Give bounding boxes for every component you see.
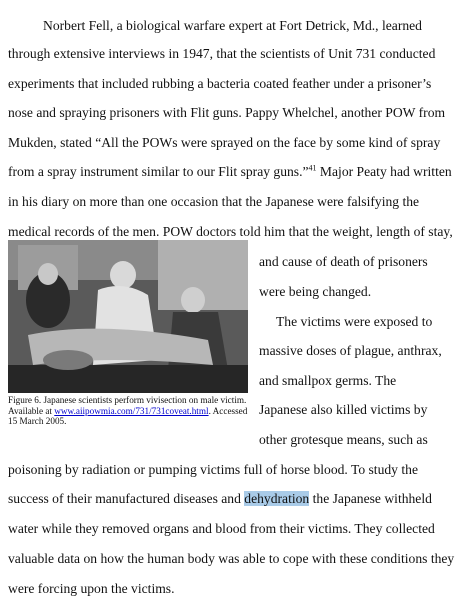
paragraph-line: experiments that included rubbing a bacteria coated feather under a prisoner’s bbox=[8, 76, 432, 91]
paragraph-line: in his diary on more than one occasion that the Japanese were falsifying the bbox=[8, 194, 420, 209]
caption-link[interactable]: www.aiipowmia.com/731/731coveat.html bbox=[54, 405, 209, 416]
line-text: the Japanese withheld bbox=[309, 491, 432, 506]
figure-caption bbox=[8, 395, 248, 427]
paragraph-line: medical records of the men. POW doctors told him that the weight, length of stay, bbox=[8, 224, 453, 239]
footnote-ref[interactable]: 41 bbox=[308, 163, 317, 173]
paragraph-line bbox=[8, 491, 432, 507]
paragraph-line: water while they removed organs and blood from their victims. They collected bbox=[8, 521, 435, 536]
selected-text-highlight[interactable]: dehydration bbox=[244, 491, 310, 506]
paragraph-line: Norbert Fell, a biological warfare expert at Fort Detrick, Md., learned bbox=[43, 18, 422, 33]
paragraph-line: valuable data on how the human body was able to cope with these conditions they bbox=[8, 551, 455, 566]
caption-tail: . Accessed 15 March 2005. bbox=[8, 405, 248, 427]
paragraph-line: were being changed. bbox=[259, 284, 372, 299]
paragraph-line: Mukden, stated “All the POWs were sprayed on the face by some kind of spray bbox=[8, 135, 441, 150]
line-text: success of their manufactured diseases and bbox=[8, 491, 245, 506]
paragraph-line: nose and spraying prisoners with Flit guns. Pappy Whelchel, another POW from bbox=[8, 105, 446, 120]
paragraph-line: The victims were exposed to bbox=[276, 314, 433, 329]
paragraph-line: through extensive interviews in 1947, that the scientists of Unit 731 conducted bbox=[8, 46, 436, 61]
paragraph-line: massive doses of plague, anthrax, bbox=[259, 343, 442, 358]
paragraph-line: other grotesque means, such as bbox=[259, 432, 428, 447]
line-text: from a spray instrument similar to our Flit spray guns.” bbox=[8, 164, 309, 179]
line-text: Major Peaty had written bbox=[316, 164, 452, 179]
paragraph-line: poisoning by radiation or pumping victims full of horse blood. To study the bbox=[8, 462, 418, 477]
paragraph-line bbox=[8, 164, 452, 180]
paragraph-line: and cause of death of prisoners bbox=[259, 254, 428, 269]
paragraph-line: Japanese also killed victims by bbox=[259, 402, 428, 417]
vivisection-photo bbox=[8, 240, 248, 393]
caption-text: Figure 6. Japanese scientists perform vivisection on male victim. Available at bbox=[8, 395, 247, 416]
paragraph-line: and smallpox germs. The bbox=[259, 373, 397, 388]
paragraph-line: were forcing upon the victims. bbox=[8, 581, 175, 596]
